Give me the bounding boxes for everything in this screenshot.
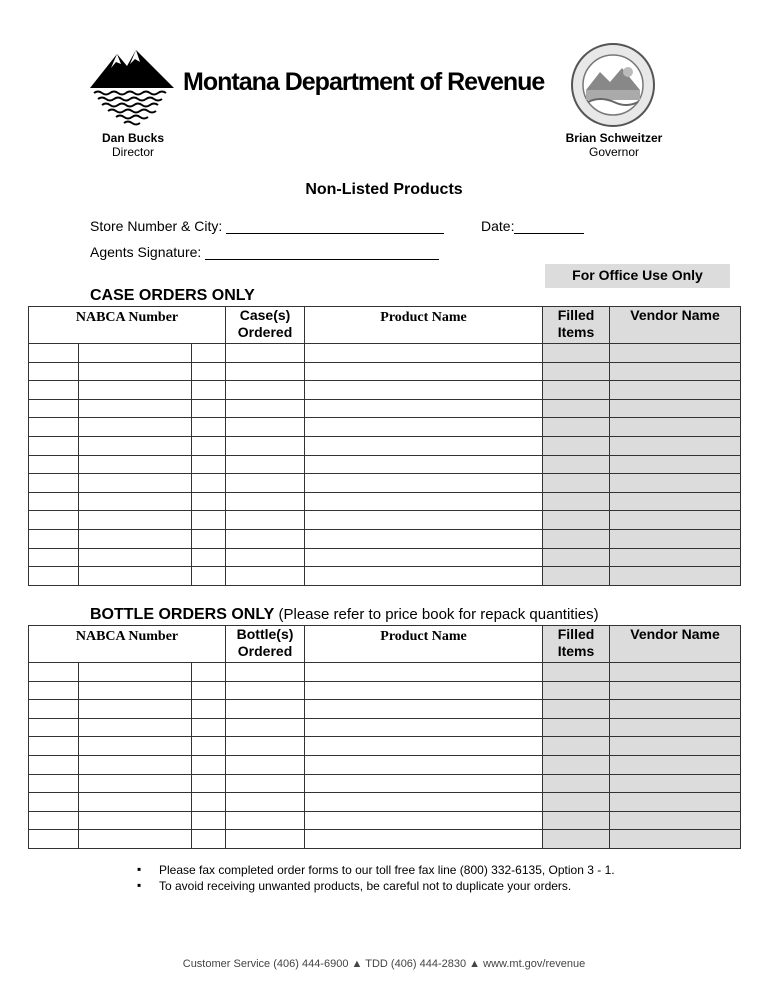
case-table-cell[interactable]	[29, 362, 79, 381]
bottle-table-cell[interactable]	[192, 793, 226, 812]
case-table-cell[interactable]	[192, 436, 226, 455]
case-table-cell[interactable]	[226, 548, 305, 567]
bottle-table-cell[interactable]	[610, 737, 741, 756]
case-table-cell[interactable]	[79, 529, 192, 548]
case-table-cell[interactable]	[543, 344, 610, 363]
case-table-cell[interactable]	[192, 474, 226, 493]
signature-field	[90, 244, 439, 260]
case-table-cell[interactable]	[543, 436, 610, 455]
bottle-table-cell[interactable]	[79, 700, 192, 719]
office-use-label: For Office Use Only	[545, 264, 730, 288]
case-table-row	[29, 492, 741, 511]
bottle-table-cell[interactable]	[305, 774, 543, 793]
date-input-line[interactable]	[514, 219, 584, 234]
bottle-table-cell[interactable]	[226, 663, 305, 682]
case-table-cell[interactable]	[305, 474, 543, 493]
bottle-table-cell[interactable]	[543, 811, 610, 830]
case-col-nabca: NABCA Number	[29, 307, 226, 344]
bottle-table-row	[29, 774, 741, 793]
case-table-row	[29, 418, 741, 437]
date-field	[481, 218, 584, 234]
case-table-cell[interactable]	[79, 362, 192, 381]
case-table-cell[interactable]	[610, 381, 741, 400]
bottle-col-ordered: Bottle(s) Ordered	[226, 626, 305, 663]
case-table-cell[interactable]	[29, 567, 79, 586]
case-table-cell[interactable]	[29, 492, 79, 511]
bottle-table-cell[interactable]	[29, 793, 79, 812]
instruction-item: ▪ To avoid receiving unwanted products, be careful not to duplicate your orders.	[137, 878, 615, 894]
case-col-vendor: Vendor Name	[610, 307, 741, 344]
bottle-table-row	[29, 718, 741, 737]
case-table-cell[interactable]	[305, 511, 543, 530]
bottle-table-cell[interactable]	[305, 700, 543, 719]
case-table-cell[interactable]	[305, 529, 543, 548]
bottle-table-cell[interactable]	[610, 811, 741, 830]
case-col-ordered: Case(s) Ordered	[226, 307, 305, 344]
case-table-cell[interactable]	[79, 492, 192, 511]
bottle-table-cell[interactable]	[226, 718, 305, 737]
case-table-cell[interactable]	[226, 418, 305, 437]
department-title: Montana Department of Revenue	[183, 68, 545, 96]
governor-name: Brian Schweitzer	[565, 131, 663, 145]
case-table-cell[interactable]	[543, 399, 610, 418]
case-table-cell[interactable]	[610, 399, 741, 418]
case-table-cell[interactable]	[192, 548, 226, 567]
case-table-row	[29, 474, 741, 493]
case-table-row	[29, 455, 741, 474]
case-table-cell[interactable]	[192, 399, 226, 418]
bottle-table-cell[interactable]	[192, 718, 226, 737]
bottle-table-cell[interactable]	[29, 755, 79, 774]
footer-contact: Customer Service (406) 444-6900 ▲ TDD (406) 444-2830 ▲ www.mt.gov/revenue	[182, 958, 586, 970]
bottle-table-cell[interactable]	[79, 681, 192, 700]
bottle-table-header	[29, 626, 741, 663]
bottle-table-cell[interactable]	[305, 737, 543, 756]
bottle-table-cell[interactable]	[29, 700, 79, 719]
bottle-table-cell[interactable]	[29, 830, 79, 849]
bottle-orders-table	[28, 625, 741, 849]
case-table-cell[interactable]	[29, 436, 79, 455]
bottle-table-cell[interactable]	[29, 774, 79, 793]
case-table-cell[interactable]	[610, 474, 741, 493]
case-table-cell[interactable]	[192, 381, 226, 400]
bottle-table-cell[interactable]	[226, 811, 305, 830]
bottle-table-cell[interactable]	[610, 681, 741, 700]
bottle-table-cell[interactable]	[543, 774, 610, 793]
bottle-table-cell[interactable]	[543, 793, 610, 812]
case-table-row	[29, 381, 741, 400]
case-table-cell[interactable]	[543, 418, 610, 437]
bottle-table-row	[29, 793, 741, 812]
bottle-table-cell[interactable]	[543, 700, 610, 719]
director-title: Director	[111, 145, 154, 159]
case-table-cell[interactable]	[79, 548, 192, 567]
bottle-table-cell[interactable]	[610, 793, 741, 812]
bottle-col-filled: Filled Items	[543, 626, 610, 663]
bottle-table-cell[interactable]	[29, 811, 79, 830]
bottle-table-cell[interactable]	[543, 681, 610, 700]
bottle-table-cell[interactable]	[610, 663, 741, 682]
director-block	[96, 131, 170, 159]
bottle-section-title	[90, 606, 599, 624]
signature-label: Agents Signature:	[90, 244, 202, 260]
case-table-cell[interactable]	[543, 548, 610, 567]
bottle-table-cell[interactable]	[610, 774, 741, 793]
case-table-cell[interactable]	[226, 492, 305, 511]
case-table-cell[interactable]	[305, 362, 543, 381]
director-name: Dan Bucks	[101, 131, 165, 145]
bottle-table-cell[interactable]	[226, 737, 305, 756]
case-table-cell[interactable]	[192, 455, 226, 474]
mountain-logo-icon	[90, 46, 174, 128]
case-table-cell[interactable]	[543, 362, 610, 381]
bottle-table-cell[interactable]	[79, 774, 192, 793]
case-section-title: CASE ORDERS ONLY	[90, 287, 255, 304]
bottle-table-row	[29, 681, 741, 700]
bottle-table-cell[interactable]	[305, 663, 543, 682]
bottle-table-cell[interactable]	[305, 755, 543, 774]
bottle-table-cell[interactable]	[305, 811, 543, 830]
case-table-cell[interactable]	[192, 511, 226, 530]
case-table-cell[interactable]	[29, 455, 79, 474]
case-table-cell[interactable]	[226, 474, 305, 493]
bottle-table-row	[29, 663, 741, 682]
case-table-cell[interactable]	[610, 436, 741, 455]
case-table-cell[interactable]	[305, 455, 543, 474]
bottle-table-cell[interactable]	[79, 737, 192, 756]
case-table-cell[interactable]	[305, 344, 543, 363]
case-table-cell[interactable]	[226, 381, 305, 400]
case-table-cell[interactable]	[192, 492, 226, 511]
case-table-cell[interactable]	[610, 511, 741, 530]
case-table-cell[interactable]	[305, 381, 543, 400]
bottle-table-row	[29, 755, 741, 774]
case-table-cell[interactable]	[543, 511, 610, 530]
case-table-cell[interactable]	[305, 548, 543, 567]
case-table-cell[interactable]	[610, 418, 741, 437]
case-table-cell[interactable]	[610, 455, 741, 474]
case-col-product: Product Name	[305, 307, 543, 344]
case-table-cell[interactable]	[543, 381, 610, 400]
case-col-filled: Filled Items	[543, 307, 610, 344]
bottle-table-cell[interactable]	[79, 793, 192, 812]
bottle-table-cell[interactable]	[192, 663, 226, 682]
bottle-table-cell[interactable]	[226, 793, 305, 812]
bottle-table-cell[interactable]	[543, 737, 610, 756]
case-table-cell[interactable]	[29, 418, 79, 437]
governor-block	[558, 131, 670, 159]
case-table-cell[interactable]	[543, 455, 610, 474]
store-input-line[interactable]	[226, 219, 444, 234]
bottle-table-row	[29, 700, 741, 719]
case-table-row	[29, 436, 741, 455]
case-table-cell[interactable]	[29, 381, 79, 400]
bottle-table-cell[interactable]	[29, 663, 79, 682]
case-table-cell[interactable]	[543, 492, 610, 511]
case-table-cell[interactable]	[226, 455, 305, 474]
governor-title: Governor	[588, 145, 640, 159]
bottle-col-nabca: NABCA Number	[29, 626, 226, 663]
case-table-cell[interactable]	[79, 455, 192, 474]
bottle-table-cell[interactable]	[610, 830, 741, 849]
bottle-note: (Please refer to price book for repack quantities)	[278, 606, 599, 623]
bottle-table-row	[29, 737, 741, 756]
bottle-table-cell[interactable]	[192, 774, 226, 793]
bottle-table-cell[interactable]	[192, 755, 226, 774]
bottle-table-cell[interactable]	[610, 700, 741, 719]
case-table-cell[interactable]	[79, 567, 192, 586]
case-table-cell[interactable]	[610, 492, 741, 511]
bottle-col-vendor: Vendor Name	[610, 626, 741, 663]
case-table-cell[interactable]	[29, 344, 79, 363]
case-table-cell[interactable]	[192, 344, 226, 363]
bottle-table-cell[interactable]	[192, 830, 226, 849]
case-table-cell[interactable]	[543, 474, 610, 493]
case-table-cell[interactable]	[79, 381, 192, 400]
bottle-table-cell[interactable]	[29, 718, 79, 737]
bottle-table-cell[interactable]	[610, 718, 741, 737]
case-table-cell[interactable]	[29, 529, 79, 548]
case-table-row	[29, 529, 741, 548]
case-table-cell[interactable]	[79, 418, 192, 437]
case-table-cell[interactable]	[192, 362, 226, 381]
case-table-row	[29, 567, 741, 586]
bottle-table-cell[interactable]	[543, 718, 610, 737]
case-table-row	[29, 362, 741, 381]
store-field	[90, 218, 444, 234]
bottle-table-cell[interactable]	[543, 830, 610, 849]
bottle-table-cell[interactable]	[305, 830, 543, 849]
bottle-table-cell[interactable]	[79, 755, 192, 774]
date-label: Date:	[481, 218, 515, 234]
case-table-cell[interactable]	[29, 399, 79, 418]
case-table-cell[interactable]	[305, 567, 543, 586]
bottle-table-cell[interactable]	[29, 737, 79, 756]
case-table-cell[interactable]	[192, 567, 226, 586]
bottle-table-cell[interactable]	[192, 700, 226, 719]
bottle-table-cell[interactable]	[543, 755, 610, 774]
bottle-table-cell[interactable]	[305, 793, 543, 812]
case-table-row	[29, 548, 741, 567]
case-table-cell[interactable]	[79, 511, 192, 530]
case-table-cell[interactable]	[226, 567, 305, 586]
case-table-cell[interactable]	[610, 344, 741, 363]
case-table-cell[interactable]	[226, 344, 305, 363]
bottle-table-cell[interactable]	[610, 755, 741, 774]
case-table-cell[interactable]	[29, 511, 79, 530]
bottle-table-cell[interactable]	[192, 737, 226, 756]
bottle-table-cell[interactable]	[79, 811, 192, 830]
bottle-table-cell[interactable]	[79, 830, 192, 849]
bottle-table-cell[interactable]	[305, 681, 543, 700]
case-table-cell[interactable]	[610, 548, 741, 567]
bottle-table-cell[interactable]	[79, 718, 192, 737]
form-title: Non-Listed Products	[305, 181, 463, 198]
case-table-cell[interactable]	[305, 399, 543, 418]
case-table-cell[interactable]	[543, 529, 610, 548]
case-table-cell[interactable]	[610, 567, 741, 586]
case-table-cell[interactable]	[226, 362, 305, 381]
case-table-row	[29, 344, 741, 363]
case-table-cell[interactable]	[79, 344, 192, 363]
bottle-table-body	[29, 663, 741, 849]
bottle-title: BOTTLE ORDERS ONLY	[90, 606, 275, 623]
bottle-table-cell[interactable]	[226, 700, 305, 719]
bottle-table-cell[interactable]	[226, 830, 305, 849]
signature-input-line[interactable]	[205, 245, 439, 260]
bottle-table-cell[interactable]	[192, 681, 226, 700]
instruction-item: ▪ Please fax completed order forms to our toll free fax line (800) 332-6135, Option 3 - 1.	[137, 862, 615, 878]
bottle-table-cell[interactable]	[543, 663, 610, 682]
case-table-cell[interactable]	[610, 362, 741, 381]
bottle-table-cell[interactable]	[226, 755, 305, 774]
bottle-table-row	[29, 830, 741, 849]
case-table-cell[interactable]	[610, 529, 741, 548]
bottle-table-cell[interactable]	[226, 774, 305, 793]
bottle-table-cell[interactable]	[192, 811, 226, 830]
bottle-table-cell[interactable]	[79, 663, 192, 682]
case-table-row	[29, 399, 741, 418]
case-table-header	[29, 307, 741, 344]
case-table-body	[29, 344, 741, 586]
case-table-cell[interactable]	[192, 418, 226, 437]
bottle-table-row	[29, 811, 741, 830]
case-table-cell[interactable]	[305, 418, 543, 437]
case-table-cell[interactable]	[226, 399, 305, 418]
case-table-row	[29, 511, 741, 530]
case-table-cell[interactable]	[305, 492, 543, 511]
case-table-cell[interactable]	[192, 529, 226, 548]
state-seal-icon	[570, 42, 656, 128]
instructions-list	[137, 862, 615, 894]
case-table-cell[interactable]	[29, 548, 79, 567]
bottle-col-product: Product Name	[305, 626, 543, 663]
case-table-cell[interactable]	[29, 474, 79, 493]
bottle-table-cell[interactable]	[226, 681, 305, 700]
bottle-table-cell[interactable]	[305, 718, 543, 737]
case-table-cell[interactable]	[543, 567, 610, 586]
case-table-cell[interactable]	[79, 474, 192, 493]
bottle-table-cell[interactable]	[29, 681, 79, 700]
case-table-cell[interactable]	[79, 399, 192, 418]
case-table-cell[interactable]	[305, 436, 543, 455]
case-table-cell[interactable]	[79, 436, 192, 455]
case-table-cell[interactable]	[226, 529, 305, 548]
case-table-cell[interactable]	[226, 511, 305, 530]
case-orders-table	[28, 306, 741, 586]
store-label: Store Number & City:	[90, 218, 223, 234]
case-table-cell[interactable]	[226, 436, 305, 455]
